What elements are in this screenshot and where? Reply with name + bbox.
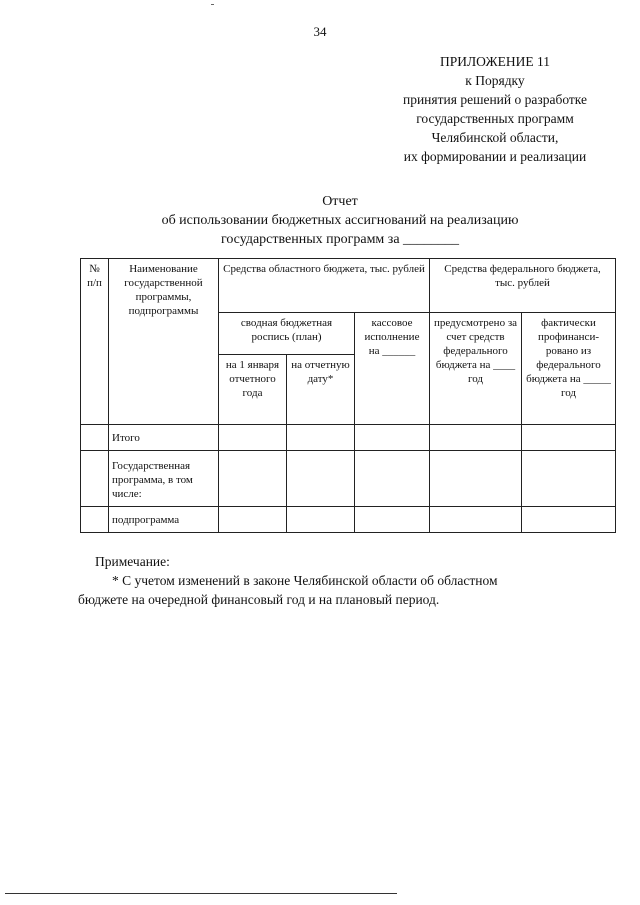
note-block [78,552,600,609]
row-cell [219,451,287,507]
row-cell [287,451,355,507]
footer-rule [5,893,397,894]
row-cell [219,425,287,451]
appendix-line: к Порядку [465,73,525,88]
row-cell [430,451,522,507]
row-cell [355,451,430,507]
note-heading: Примечание: [95,554,170,569]
row-num [81,451,109,507]
header-federal-actual: фактически профинанси-ровано из федерального бюджета на _____ год [522,313,616,425]
note-text: бюджете на очередной финансовый год и на плановый период. [78,592,440,607]
header-name: Наименование государственной программы, подпрограммы [109,259,219,425]
appendix-block [360,52,630,166]
row-cell [430,507,522,533]
header-consolidated-plan: сводная бюджетная роспись (план) [219,313,355,355]
report-table [80,258,616,533]
report-title-block [70,192,610,249]
appendix-line: государственных программ [416,111,574,126]
row-num [81,507,109,533]
row-cell [430,425,522,451]
header-federal-budget: Средства федерального бюджета, тыс. рублей [430,259,616,313]
table-row [81,451,616,507]
row-name: подпрограмма [109,507,219,533]
report-title: Отчет [322,194,358,209]
row-cell [522,451,616,507]
row-cell [287,425,355,451]
scan-dot [211,4,214,5]
table-row [81,425,616,451]
report-subtitle: об использовании бюджетных ассигнований на реализацию [161,213,519,228]
row-cell [355,425,430,451]
row-name: Итого [109,425,219,451]
header-federal-planned: предусмотрено за счет средств федерального бюджета на ____ год [430,313,522,425]
page-number: 34 [313,24,327,39]
table-row [81,507,616,533]
appendix-line: их формировании и реализации [403,149,587,164]
row-cell [287,507,355,533]
appendix-line: ПРИЛОЖЕНИЕ 11 [439,54,551,69]
header-cash-execution: кассовое исполнение на ______ [355,313,430,425]
header-jan1: на 1 января отчетного года [219,355,287,425]
note-text: * С учетом изменений в законе Челябинской области об областном [112,573,498,588]
header-regional-budget: Средства областного бюджета, тыс. рублей [219,259,430,313]
header-report-date: на отчетную дату* [287,355,355,425]
row-num [81,425,109,451]
header-num: № п/п [81,259,109,425]
appendix-line: Челябинской области, [431,130,559,145]
appendix-line: принятия решений о разработке [402,92,588,107]
row-cell [219,507,287,533]
row-name: Государственная программа, в том числе: [109,451,219,507]
report-subtitle: государственных программ за ________ [220,232,460,247]
row-cell [522,425,616,451]
row-cell [522,507,616,533]
row-cell [355,507,430,533]
